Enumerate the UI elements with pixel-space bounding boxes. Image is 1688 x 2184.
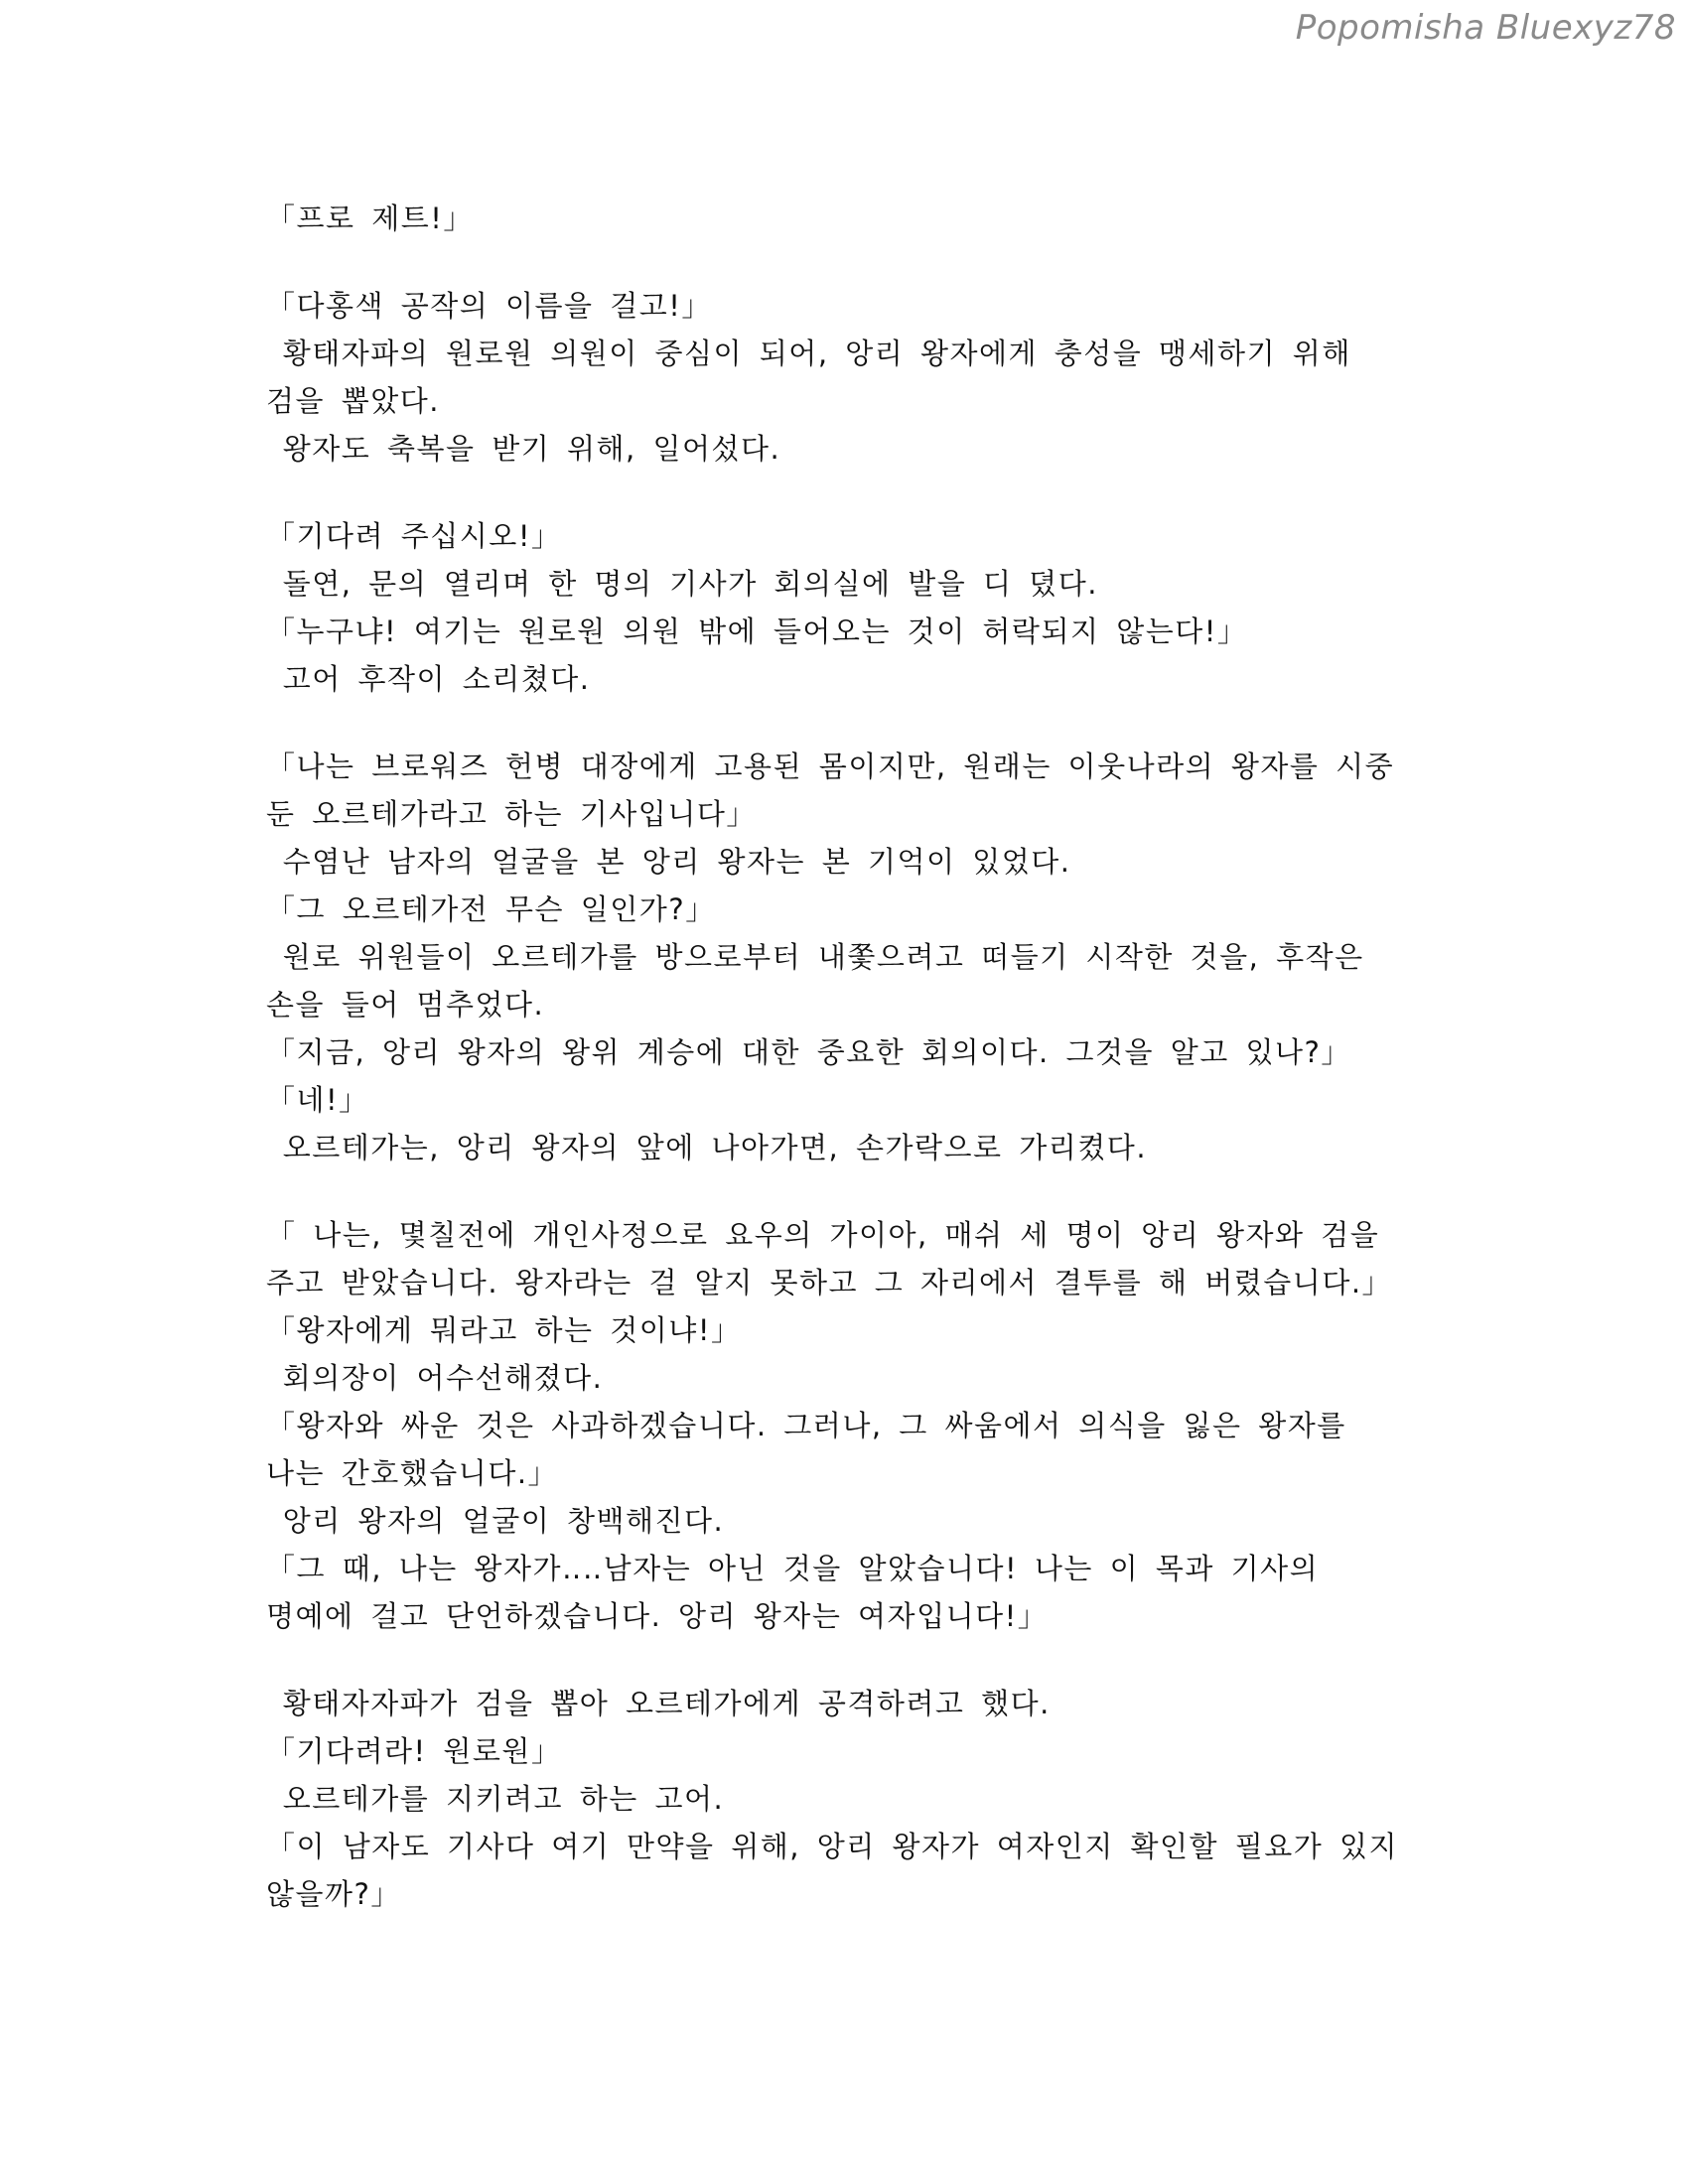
text-line: 둔 오르테가라고 하는 기사입니다」 [266, 797, 757, 831]
text-line: 검을 뽑았다. [266, 384, 441, 418]
text-line: 오르테가는, 앙리 왕자의 앞에 나아가면, 손가락으로 가리켰다. [266, 1131, 1148, 1164]
text-line: 「이 남자도 기사다 여기 만약을 위해, 앙리 왕자가 여자인지 확인할 필요가 있지 [266, 1830, 1399, 1863]
text-line: 회의장이 어수선해졌다. [266, 1361, 604, 1395]
text-line: 명예에 걸고 단언하겠습니다. 앙리 왕자는 여자입니다!」 [266, 1599, 1049, 1633]
text-line: 수염난 남자의 얼굴을 본 앙리 왕자는 본 기억이 있었다. [266, 845, 1071, 879]
text-line: 앙리 왕자의 얼굴이 창백해진다. [266, 1504, 725, 1538]
text-line: 오르테가를 지키려고 하는 고어. [266, 1782, 725, 1816]
text-line: 돌연, 문의 열리며 한 명의 기사가 회의실에 발을 디 뎠다. [266, 567, 1098, 601]
watermark-text: Popomisha Bluexyz78 [1295, 8, 1676, 48]
text-line: 「그 오르테가전 무슨 일인가?」 [266, 892, 716, 926]
text-line: 「다홍색 공작의 이름을 걸고!」 [266, 289, 712, 323]
text-line: 「왕자에게 뭐라고 하는 것이냐!」 [266, 1313, 742, 1347]
text-line: 「네!」 [266, 1083, 369, 1117]
text-line: 황태자파의 원로원 의원이 중심이 되어, 앙리 왕자에게 충성을 맹세하기 위해 [266, 337, 1351, 370]
text-line: 「프로 제트!」 [266, 202, 474, 235]
text-line: 「기다려라! 원로원」 [266, 1734, 562, 1768]
text-line: 황태자자파가 검을 뽑아 오르테가에게 공격하려고 했다. [266, 1687, 1051, 1720]
text-line: 손을 들어 멈추었다. [266, 988, 545, 1022]
text-line: 「지금, 앙리 왕자의 왕위 계승에 대한 중요한 회의이다. 그것을 알고 있나?」 [266, 1035, 1351, 1069]
text-line: 고어 후작이 소리쳤다. [266, 662, 591, 696]
text-line: 「그 때, 나는 왕자가‥‥남자는 아닌 것을 알았습니다! 나는 이 목과 기사의 [266, 1552, 1320, 1585]
text-line: 「나는 브로워즈 헌병 대장에게 고용된 몸이지만, 원래는 이웃나라의 왕자를 시중 [266, 750, 1395, 783]
text-line: 주고 받았습니다. 왕자라는 걸 알지 못하고 그 자리에서 결투를 해 버렸습니다.」 [266, 1266, 1393, 1299]
text-line: 않을까?」 [266, 1877, 401, 1911]
text-line: 「누구냐! 여기는 원로원 의원 밖에 들어오는 것이 허락되지 않는다!」 [266, 614, 1248, 648]
text-line: 「기다려 주십시오!」 [266, 519, 562, 553]
text-line: 「 나는, 몇칠전에 개인사정으로 요우의 가이아, 매쉬 세 명이 앙리 왕자와 검을 [266, 1218, 1380, 1252]
text-line: 왕자도 축복을 받기 위해, 일어섰다. [266, 432, 781, 466]
text-line: 「왕자와 싸운 것은 사과하겠습니다. 그러나, 그 싸움에서 의식을 잃은 왕자를 [266, 1409, 1346, 1442]
document-body [266, 195, 1398, 1918]
text-line: 원로 위원들이 오르테가를 방으로부터 내쫓으려고 떠들기 시작한 것을, 후작은 [266, 940, 1364, 974]
text-line: 나는 간호했습니다.」 [266, 1456, 559, 1490]
